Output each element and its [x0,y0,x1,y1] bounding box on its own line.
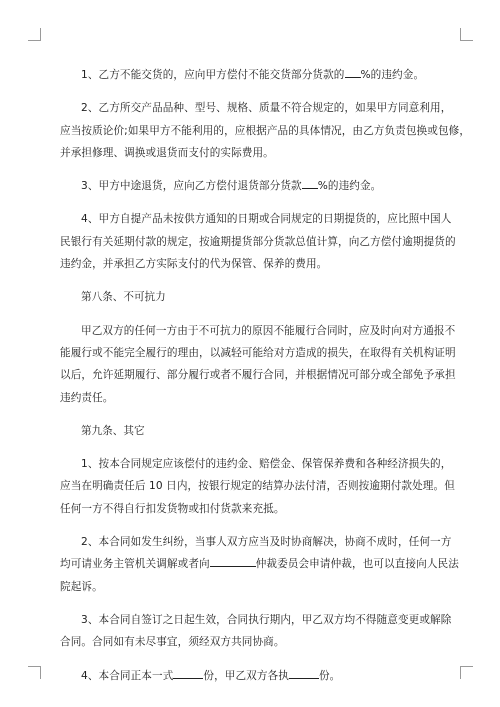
clause-line: 4、甲方自提产品未按供方通知的日期或合同规定的日期提货的，应比照中国人 [81,213,452,226]
clause-text: 4、本合同正本一式 [81,669,174,682]
crop-mark-top-left [28,28,41,41]
clause-line: 合同。合同如有未尽事宜，须经双方共同协商。 [60,636,285,649]
clause-line: 2、本合同如发生纠纷，当事人双方应当及时协商解决，协商不成时，任何一方 [81,536,452,549]
fill-blank [302,179,318,189]
clause-line: 院起诉。 [60,580,103,593]
clause-text: 份。 [318,669,341,682]
clause-line: 1、按本合同规定应该偿付的违约金、赔偿金、保管保养费和各种经济损失的， [81,458,452,471]
fill-blank [289,669,319,679]
clause-line: 以后，允许延期履行、部分履行或者不履行合同，并根据情况可部分或全部免予承担 [60,369,456,382]
crop-mark-bottom-left [28,666,41,679]
clause-text: 1、乙方不能交货的，应向甲方偿付不能交货部分货款的 [81,69,345,81]
clause-line: 应当按质论价;如果甲方不能利用的，应根据产品的具体情况，由乙方负责包换或包修， [60,124,471,137]
clause-9-item-3 [60,609,452,654]
clause-line: 任何一方不得自行扣发货物或扣付货款来充抵。 [60,502,285,515]
clause-line: 违约责任。 [60,391,114,404]
clause-line: 2、乙方所交产品品种、型号、规格、质量不符合规定的，如果甲方同意利用， [81,102,452,115]
clause-line: 民银行有关延期付款的规定，按逾期提货部分货款总值计算，向乙方偿付逾期提货的 [60,235,456,248]
fill-blank [345,68,361,78]
crop-mark-bottom-right [460,666,473,679]
section-heading-8: 第八条、不可抗力 [81,291,166,304]
clause-line: 能履行或不能完全履行的理由，以减轻可能给对方造成的损失，在取得有关机构证明 [60,346,456,359]
clause-text: 3、甲方中途退货，应向乙方偿付退货部分货款 [81,180,302,193]
clause-text: 份，甲乙双方各执 [203,669,289,682]
clause-line: 并承担修理、调换或退货而支付的实际费用。 [60,146,274,159]
force-majeure-clause [60,320,456,409]
clause-line: 3、本合同自签订之日起生效，合同执行期内，甲乙双方均不得随意变更或解除 [81,613,452,626]
clause-7-item-2 [60,97,471,164]
clause-9-item-2 [60,531,459,598]
clause-7-item-1 [60,64,444,86]
clause-line: 甲乙双方的任何一方由于不可抗力的原因不能履行合同时，应及时向对方通报不 [81,324,456,337]
clause-text: %的违约金。 [360,69,425,81]
clause-line: 应当在明确责任后 10 日内，按银行规定的结算办法付清，否则按逾期付款处理。但 [60,480,455,493]
clause-text: %的违约金。 [317,180,382,193]
clause-7-item-4 [60,208,456,275]
fill-blank [210,557,256,567]
clause-text: 均可请业务主管机关调解或者向 [60,558,210,571]
document-body [60,64,471,698]
clause-text: 仲裁委员会申请仲裁，也可以直接向人民法 [255,558,459,571]
crop-mark-top-right [460,28,473,41]
clause-line: 违约金，并承担乙方实际支付的代为保管、保养的费用。 [60,258,328,271]
section-heading-9: 第九条、其它 [81,424,145,437]
clause-9-item-4 [60,665,444,687]
clause-7-item-3 [60,175,444,197]
fill-blank [173,669,203,679]
clause-9-item-1 [60,453,455,520]
clause-line [60,553,459,575]
